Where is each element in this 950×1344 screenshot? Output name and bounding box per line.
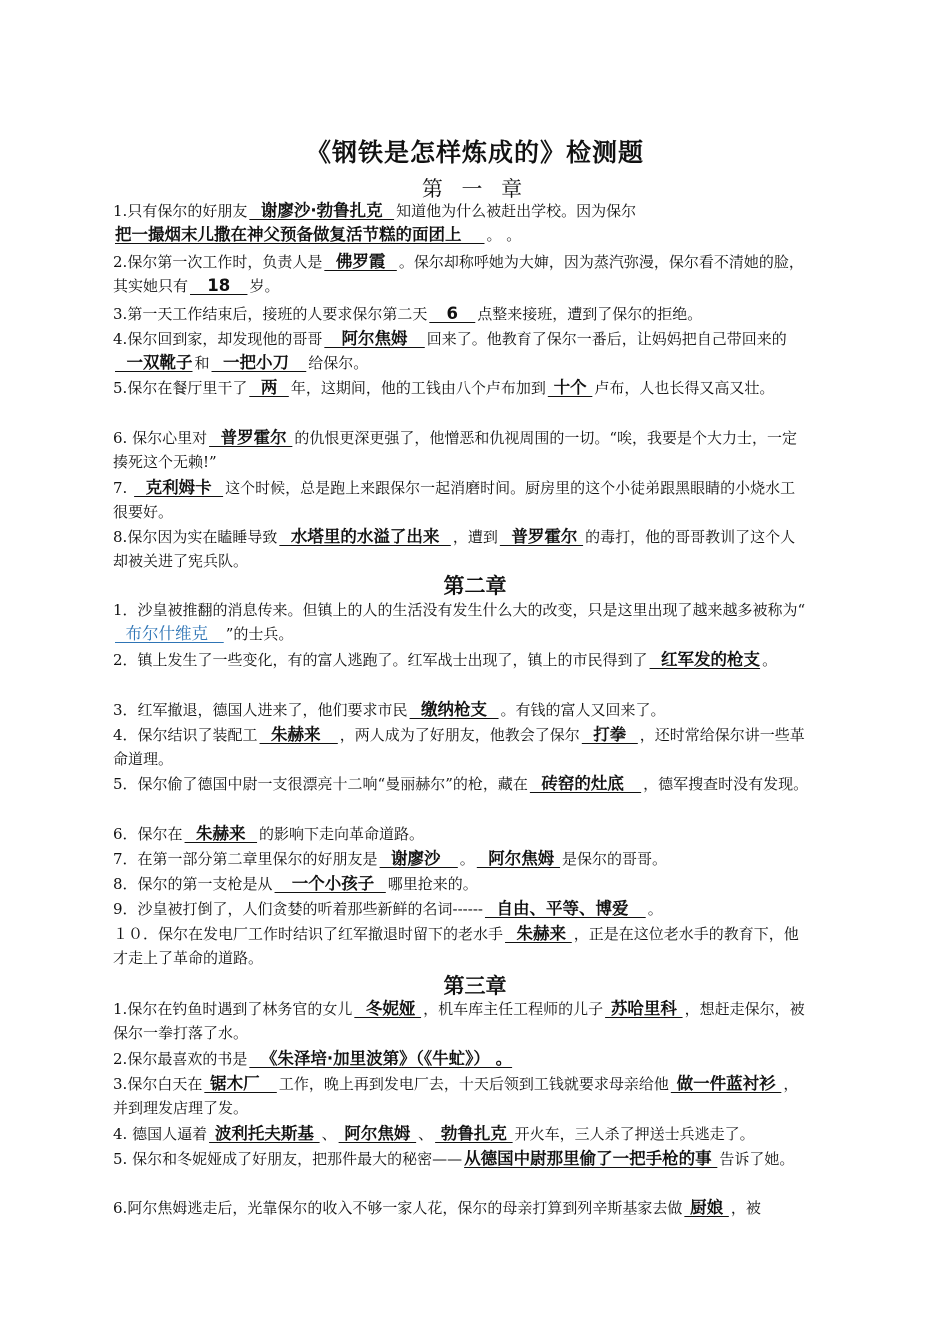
question-item	[113, 327, 810, 375]
question-text: ，想赶走保尔，被保尔一拳打落了水。	[113, 1000, 805, 1042]
question-text: 给保尔。	[308, 354, 369, 372]
question-number: 8．	[113, 875, 138, 893]
question-text: 阿尔焦姆逃走后，光靠保尔的收入不够一家人花，保尔的母亲打算到列辛斯基家去做	[127, 1199, 683, 1217]
question-text: 在第一部分第二章里保尔的好朋友是	[137, 850, 378, 868]
question-item	[113, 426, 810, 474]
answer-blank: 十个	[547, 378, 593, 397]
question-number: 3．	[113, 701, 138, 719]
question-text: ，遭到	[452, 528, 498, 546]
question-number: 1.	[113, 202, 128, 220]
answer-blank: 普罗霍尔	[499, 527, 584, 546]
chapter-3-heading: 第三章	[443, 973, 507, 998]
chapter-2-heading: 第二章	[443, 573, 507, 598]
question-text: 保尔和冬妮娅成了好朋友，把那件最大的秘密——	[127, 1150, 463, 1168]
question-item	[113, 302, 810, 326]
question-text: 。 。	[486, 226, 522, 244]
question-text: ，机车库主任工程师的儿子	[423, 1000, 604, 1018]
question-number: 8.	[113, 528, 128, 546]
question-number: 1.	[113, 1000, 128, 1018]
answer-blank: 阿尔焦姆	[338, 1124, 417, 1143]
question-number: 6.	[113, 1199, 128, 1217]
question-number: 7.	[113, 479, 128, 497]
question-item	[113, 1147, 810, 1171]
question-text: 保尔心里对	[127, 429, 208, 447]
question-number: 5.	[113, 379, 128, 397]
question-text: 的仇恨更深更强了，他憎恶和仇视周围的一切。“唉，我要是个大力士，一定揍死这个无赖!”	[113, 429, 798, 471]
question-text: 保尔回到家，却发现他的哥哥	[127, 330, 323, 348]
question-text: 。	[647, 900, 663, 918]
question-item	[113, 525, 810, 573]
question-number: 2.	[113, 1050, 128, 1068]
question-text: 只有保尔的好朋友	[127, 202, 248, 220]
question-text: 保尔最喜欢的书是	[127, 1050, 248, 1068]
question-text: 保尔白天在	[127, 1075, 203, 1093]
question-text: 保尔在发电厂工作时结识了红军撤退时留下的老水手	[158, 925, 504, 943]
answer-blank: 一把小刀	[211, 353, 307, 372]
question-text: 的毒打，他的哥哥教训了这个人却被关进了宪兵队。	[113, 528, 796, 570]
question-item	[113, 897, 810, 921]
answer-blank: 打拳	[581, 725, 638, 744]
answer-blank: 佛罗霞	[324, 252, 397, 271]
answer-blank: 缴纳枪支	[409, 700, 499, 719]
question-item	[113, 922, 810, 970]
answer-blank: 冬妮娅	[354, 999, 422, 1018]
answer-blank: 克利姆卡	[134, 478, 224, 497]
question-number: 2．	[113, 651, 138, 669]
answer-blank: 做一件蓝衬衫	[670, 1074, 782, 1093]
question-text: 知道他为什么被赶出学校。因为保尔	[396, 202, 637, 220]
question-text: 开火车，三人杀了押送士兵逃走了。	[514, 1125, 755, 1143]
answer-blank: 苏哈里科	[605, 999, 683, 1018]
answer-blank: 两	[249, 378, 289, 397]
question-text: ，正是在这位老水手的教育下，他才走上了革命的道路。	[113, 925, 799, 967]
chapter-1-heading: 第 一 章	[421, 177, 529, 201]
question-text: ，并到理发店理了发。	[113, 1075, 799, 1117]
question-number: 3.	[113, 1075, 128, 1093]
question-text: 。	[762, 651, 778, 669]
question-text: 德国人逼着	[127, 1125, 208, 1143]
answer-blank: 勃鲁扎克	[435, 1124, 513, 1143]
question-text: 保尔结识了装配工	[137, 726, 258, 744]
question-text: 。有钱的富人又回来了。	[500, 701, 666, 719]
answer-blank: 朱赫来	[259, 725, 338, 744]
answer-blank: 普罗霍尔	[209, 428, 293, 447]
question-text: 、	[418, 1125, 434, 1143]
answer-blank: 谢廖沙	[379, 849, 458, 868]
question-text: ，还时常给保尔讲一些革命道理。	[113, 726, 805, 768]
question-text: 点整来接班，遭到了保尔的拒绝。	[477, 305, 703, 323]
answer-blank: 厨娘	[684, 1198, 729, 1217]
question-item	[113, 772, 810, 796]
question-text: 。保尔却称呼她为大婶，因为蒸汽弥漫，保尔看不清她的脸，其实她只有	[113, 253, 804, 295]
question-number: 5.	[113, 1150, 128, 1168]
question-text: 保尔在餐厅里干了	[127, 379, 248, 397]
question-text: 年，这期间，他的工钱由八个卢布加到	[290, 379, 546, 397]
question-item	[113, 847, 810, 871]
question-item	[113, 822, 810, 846]
answer-blank: 阿尔焦姆	[324, 329, 425, 348]
question-item	[113, 476, 810, 524]
question-item	[113, 997, 810, 1045]
question-number: 3.	[113, 305, 128, 323]
answer-blank: 红军发的枪支	[649, 650, 761, 669]
answer-blank: 砖窑的灶底	[529, 774, 642, 793]
question-text: ”的士兵。	[225, 625, 294, 643]
question-item	[113, 1122, 810, 1146]
answer-blank: 朱赫来	[184, 824, 258, 843]
question-item	[113, 598, 810, 646]
question-text: ，德军搜查时没有发现。	[643, 775, 809, 793]
question-number: 9．	[113, 900, 138, 918]
question-text: 沙皇被打倒了，人们贪婪的听着那些新鲜的名词------	[137, 900, 483, 918]
answer-blank: 阿尔焦姆	[476, 849, 561, 868]
answer-blank: 6	[429, 304, 476, 323]
question-number: 5．	[113, 775, 138, 793]
question-item	[113, 1047, 810, 1071]
answer-blank: 一个小孩子	[274, 874, 386, 893]
answer-blank: 18	[190, 276, 248, 295]
question-item	[113, 872, 810, 896]
answer-blank: 把一撮烟末儿撒在神父预备做复活节糕的面团上	[115, 225, 485, 244]
answer-blank: 朱赫来	[505, 924, 572, 943]
question-text: 保尔第一次工作时，负责人是	[127, 253, 323, 271]
question-item	[113, 1196, 810, 1220]
question-text: 保尔因为实在瞌睡导致	[127, 528, 278, 546]
question-text: 回来了。他教育了保尔一番后，让妈妈把自己带回来的	[426, 330, 787, 348]
question-text: 是保尔的哥哥。	[562, 850, 668, 868]
question-text: 红军撤退，德国人进来了，他们要求市民	[137, 701, 408, 719]
question-number: 4.	[113, 330, 128, 348]
question-item	[113, 1072, 810, 1120]
question-text: ，被	[730, 1199, 761, 1217]
question-item	[113, 199, 810, 247]
question-text: 和	[194, 354, 210, 372]
question-number: 6.	[113, 429, 128, 447]
question-text: 的影响下走向革命道路。	[259, 825, 425, 843]
question-text: 保尔在	[137, 825, 183, 843]
question-number: 7．	[113, 850, 138, 868]
question-number: 2.	[113, 253, 128, 271]
answer-blank: 布尔什维克	[115, 624, 224, 643]
question-text: 保尔在钓鱼时遇到了林务官的女儿	[127, 1000, 353, 1018]
answer-blank: 自由、平等、博爱	[484, 899, 646, 918]
answer-blank: 水塔里的水溢了出来	[279, 527, 451, 546]
question-number: １０．	[113, 925, 159, 943]
question-text: 沙皇被推翻的消息传来。但镇上的人的生活没有发生什么大的改变，只是这里出现了越来越多被称为“	[137, 601, 806, 619]
question-text: 镇上发生了一些变化，有的富人逃跑了。红军战士出现了，镇上的市民得到了	[137, 651, 648, 669]
question-number: 1．	[113, 601, 138, 619]
answer-blank: 锯木厂	[204, 1074, 277, 1093]
question-text: 这个时候，总是跑上来跟保尔一起消磨时间。厨房里的这个小徒弟跟黑眼睛的小烧水工很要好。	[113, 479, 796, 521]
question-text: 、	[321, 1125, 337, 1143]
answer-blank: 一双靴子	[115, 353, 193, 372]
question-number: 6．	[113, 825, 138, 843]
question-text: 岁。	[249, 277, 280, 295]
question-text: 哪里抢来的。	[387, 875, 478, 893]
question-text: 工作，晚上再到发电厂去，十天后领到工钱就要求母亲给他	[278, 1075, 669, 1093]
question-number: 4.	[113, 1125, 128, 1143]
question-text: 卢布，人也长得又高又壮。	[594, 379, 775, 397]
answer-blank: 谢廖沙·勃鲁扎克	[249, 201, 395, 220]
document-title: 《钢铁是怎样炼成的》检测题	[305, 138, 644, 167]
question-text: 第一天工作结束后，接班的人要求保尔第二天	[127, 305, 428, 323]
answer-blank: 《朱泽培·加里波第》（《牛虻》） 。	[249, 1049, 513, 1068]
question-item	[113, 648, 810, 672]
question-number: 4．	[113, 726, 138, 744]
question-item	[113, 250, 810, 298]
answer-blank: 波利托夫斯基	[209, 1124, 320, 1143]
question-item	[113, 698, 810, 722]
question-text: 告诉了她。	[719, 1150, 795, 1168]
answer-blank: 从德国中尉那里偷了一把手枪的事	[464, 1149, 718, 1168]
question-text: ，两人成为了好朋友，他教会了保尔	[339, 726, 580, 744]
question-item	[113, 376, 810, 400]
question-text: 保尔偷了德国中尉一支很漂亮十二响“曼丽赫尔”的枪，藏在	[137, 775, 528, 793]
question-text: 。	[459, 850, 475, 868]
question-item	[113, 723, 810, 771]
question-text: 保尔的第一支枪是从	[137, 875, 273, 893]
